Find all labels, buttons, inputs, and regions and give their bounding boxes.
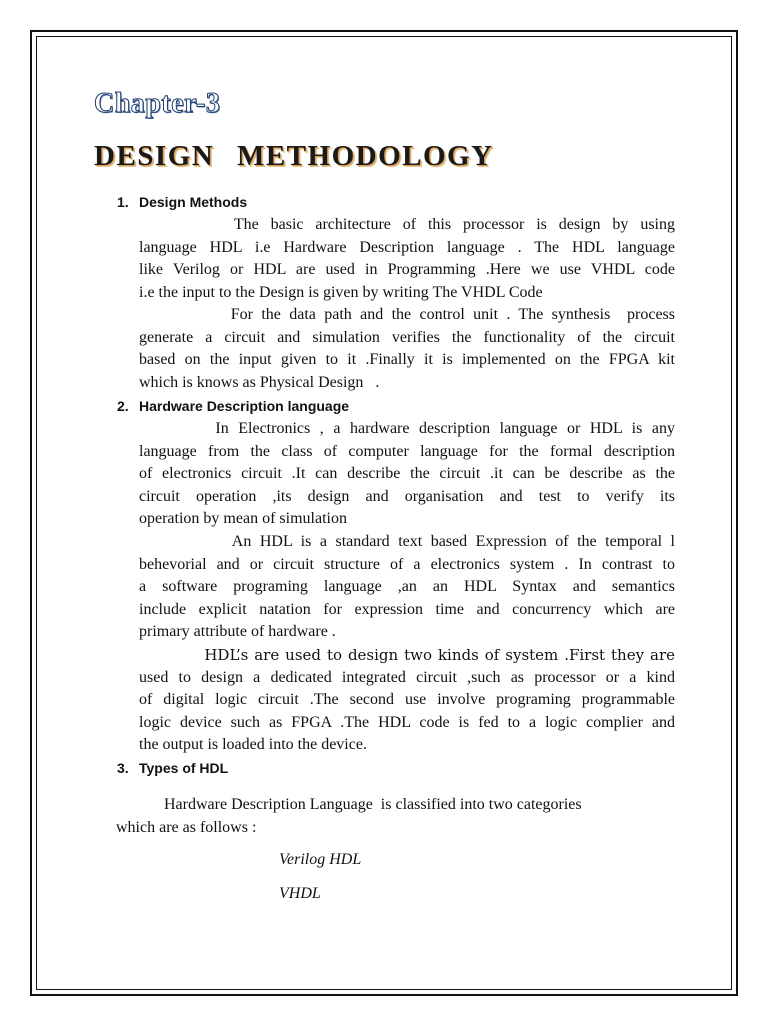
section-number: 1. xyxy=(117,194,129,210)
chapter-label: Chapter-3 xyxy=(94,88,221,119)
text-line: of digital logic circuit .The second use involve programing programmable xyxy=(139,691,675,709)
text-line: For the data path and the control unit . The synthesis process xyxy=(139,306,675,323)
paragraph xyxy=(139,531,675,644)
text-line: The basic architecture of this processor is design by using xyxy=(139,216,675,233)
text-line: used to design a dedicated integrated circuit ,such as processor or a kind xyxy=(139,668,675,686)
text-line: i.e the input to the Design is given by writing The VHDL Code xyxy=(139,283,543,301)
text-line: Hardware Description Language is classified into two categories xyxy=(116,796,582,813)
category-item: Verilog HDL xyxy=(279,851,362,868)
text-line: generate a circuit and simulation verifies the functionality of the circuit xyxy=(139,328,675,346)
text-line: language from the class of computer language for the formal description xyxy=(139,442,675,460)
text-line: which are as follows : xyxy=(116,819,257,836)
text-line: primary attribute of hardware . xyxy=(139,623,336,641)
section-title: Types of HDL xyxy=(139,760,229,776)
text-line: logic device such as FPGA .The HDL code is fed to a logic complier and xyxy=(139,713,675,731)
text-line: operation by mean of simulation xyxy=(139,510,347,528)
section-heading-design-methods xyxy=(117,194,247,210)
text-line: In Electronics , a hardware description language or HDL is any xyxy=(139,420,675,437)
section-number: 2. xyxy=(117,398,129,414)
text-line: the output is loaded into the device. xyxy=(139,736,367,754)
text-line: of electronics circuit .It can describe the circuit .it can be describe as the xyxy=(139,465,675,483)
paragraph xyxy=(139,214,675,304)
page-title: DESIGN METHODOLOGY xyxy=(94,140,494,172)
text-line: behevorial and or circuit structure of a electronics system . In contrast to xyxy=(139,555,675,573)
section-title: Design Methods xyxy=(139,194,248,210)
category-item: VHDL xyxy=(279,885,321,902)
paragraph xyxy=(116,793,676,839)
text-line: like Verilog or HDL are used in Programming .Here we use VHDL code xyxy=(139,261,675,279)
text-line: based on the input given to it .Finally it is implemented on the FPGA kit xyxy=(139,351,675,369)
text-line: HDL’s are used to design two kinds of system .First they are xyxy=(139,646,675,664)
paragraph xyxy=(139,304,675,394)
section-title: Hardware Description language xyxy=(139,398,350,414)
text-line: which is knows as Physical Design . xyxy=(139,373,380,391)
text-line: An HDL is a standard text based Expression of the temporal l xyxy=(139,533,675,550)
paragraph xyxy=(139,418,675,531)
paragraph xyxy=(139,644,675,757)
text-line: circuit operation ,its design and organisation and test to verify its xyxy=(139,487,675,505)
text-line: language HDL i.e Hardware Description language . The HDL language xyxy=(139,238,675,256)
text-line: a software programing language ,an an HDL Syntax and semantics xyxy=(139,578,675,596)
section-number: 3. xyxy=(117,760,129,776)
section-heading-types-of-hdl xyxy=(117,760,228,776)
text-line: include explicit natation for expression time and concurrency which are xyxy=(139,600,675,618)
section-heading-hdl xyxy=(117,398,349,414)
